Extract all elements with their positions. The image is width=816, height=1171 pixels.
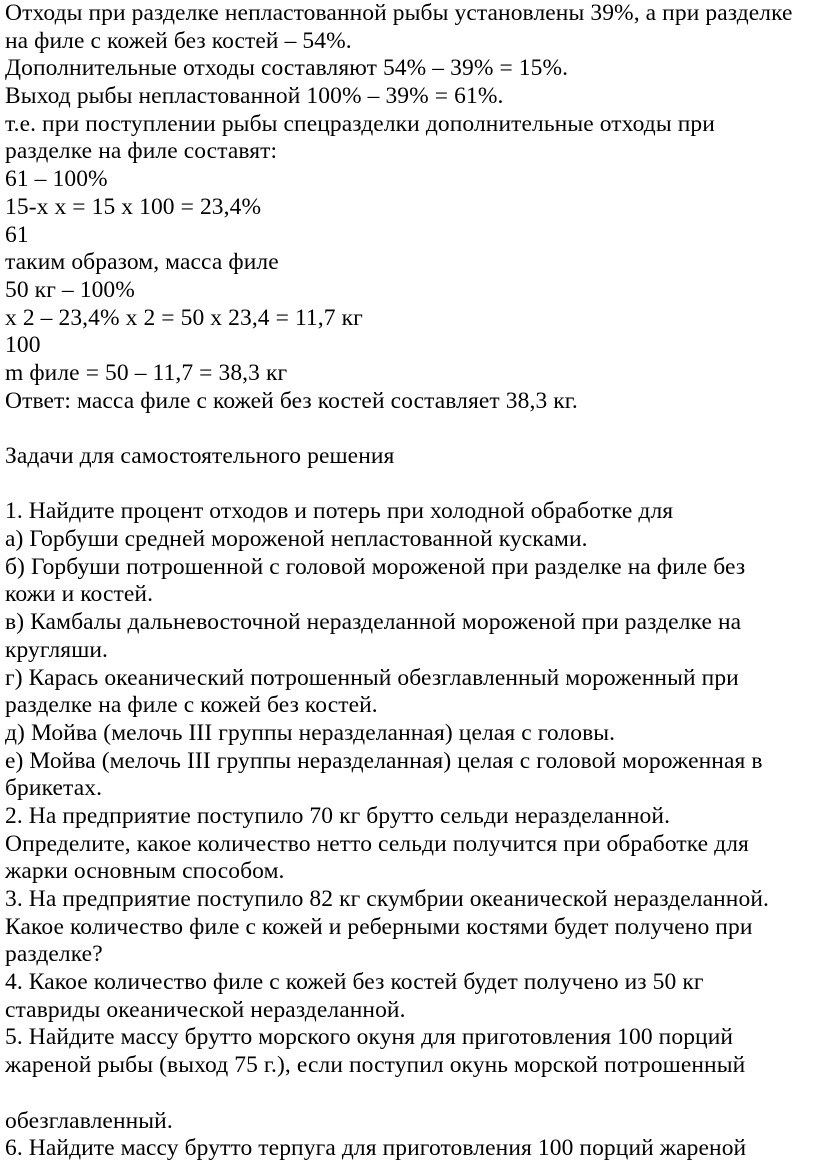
text-line: 61 – 100%: [5, 166, 108, 193]
task-line: д) Мойва (мелочь III группы неразделанная) целая с головы.: [5, 719, 616, 746]
text-line: разделке на филе составят:: [5, 138, 278, 165]
task-line: Определите, какое количество нетто сельди получится при обработке для: [5, 830, 749, 857]
task-line: жареной рыбы (выход 75 г.), если поступил окунь морской потрошенный: [5, 1052, 746, 1079]
task-line: 3. На предприятие поступило 82 кг скумбрии океанической неразделанной.: [5, 886, 769, 912]
text-line: 100: [5, 332, 41, 359]
task-line: 2. На предприятие поступило 70 кг брутто сельди неразделанной.: [5, 802, 671, 829]
blank-line: [5, 415, 811, 443]
text-line: Дополнительные отходы составляют 54% – 39% = 15%.: [5, 55, 569, 82]
task-line: обезглавленный.: [5, 1107, 173, 1134]
text-line: 61: [5, 221, 29, 248]
task-list: [5, 498, 811, 1079]
task-line: е) Мойва (мелочь III группы неразделанная) целая с головой мороженная в: [5, 747, 763, 774]
document-page: [5, 0, 811, 1163]
task-line: разделке?: [5, 941, 103, 968]
answer-line: Ответ: масса филе с кожей без костей составляет 38,3 кг.: [5, 387, 578, 414]
text-line: х 2 – 23,4% х 2 = 50 х 23,4 = 11,7 кг: [5, 304, 363, 331]
blank-line: [5, 1080, 811, 1108]
section-title: Задачи для самостоятельного решения: [5, 443, 395, 469]
text-line: Отходы при разделке непластованной рыбы установлены 39%, а при разделке: [5, 0, 793, 26]
task-line: ставриды океанической неразделанной.: [5, 996, 406, 1023]
task-line: 5. Найдите массу брутто морского окуня для приготовления 100 порций: [5, 1024, 734, 1051]
task-line: брикетах.: [5, 775, 103, 802]
task-line: а) Горбуши средней мороженой непластованной кусками.: [5, 526, 588, 553]
task-line: разделке на филе с кожей без костей.: [5, 692, 378, 719]
text-line: на филе с кожей без костей – 54%.: [5, 27, 352, 54]
task-line: 6. Найдите массу брутто терпуга для приготовления 100 порций жареной: [5, 1135, 747, 1162]
task-line: б) Горбуши потрошенной с головой мороженой при разделке на филе без: [5, 553, 746, 580]
text-line: т.е. при поступлении рыбы спецразделки дополнительные отходы при: [5, 110, 715, 137]
text-line: 15-х х = 15 х 100 = 23,4%: [5, 193, 262, 220]
text-line: 50 кг – 100%: [5, 276, 135, 303]
task-line: 1. Найдите процент отходов и потерь при холодной обработке для: [5, 498, 674, 525]
task-line: 4. Какое количество филе с кожей без костей будет получено из 50 кг: [5, 969, 704, 996]
task-line: жарки основным способом.: [5, 858, 285, 885]
task-line: г) Карась океанический потрошенный обезглавленный мороженный при: [5, 664, 739, 691]
task-line: Какое количество филе с кожей и реберными костями будет получено при: [5, 913, 753, 940]
task-list-continued: [5, 1108, 811, 1163]
text-line: таким образом, масса филе: [5, 249, 279, 276]
text-line: Выход рыбы непластованной 100% – 39% = 61%.: [5, 83, 504, 110]
solution-block: [5, 0, 811, 415]
task-line: кругляши.: [5, 636, 109, 663]
text-line: m филе = 50 – 11,7 = 38,3 кг: [5, 359, 288, 386]
blank-line: [5, 471, 811, 499]
task-line: кожи и костей.: [5, 581, 154, 608]
task-line: в) Камбалы дальневосточной неразделанной мороженой при разделке на: [5, 609, 742, 636]
